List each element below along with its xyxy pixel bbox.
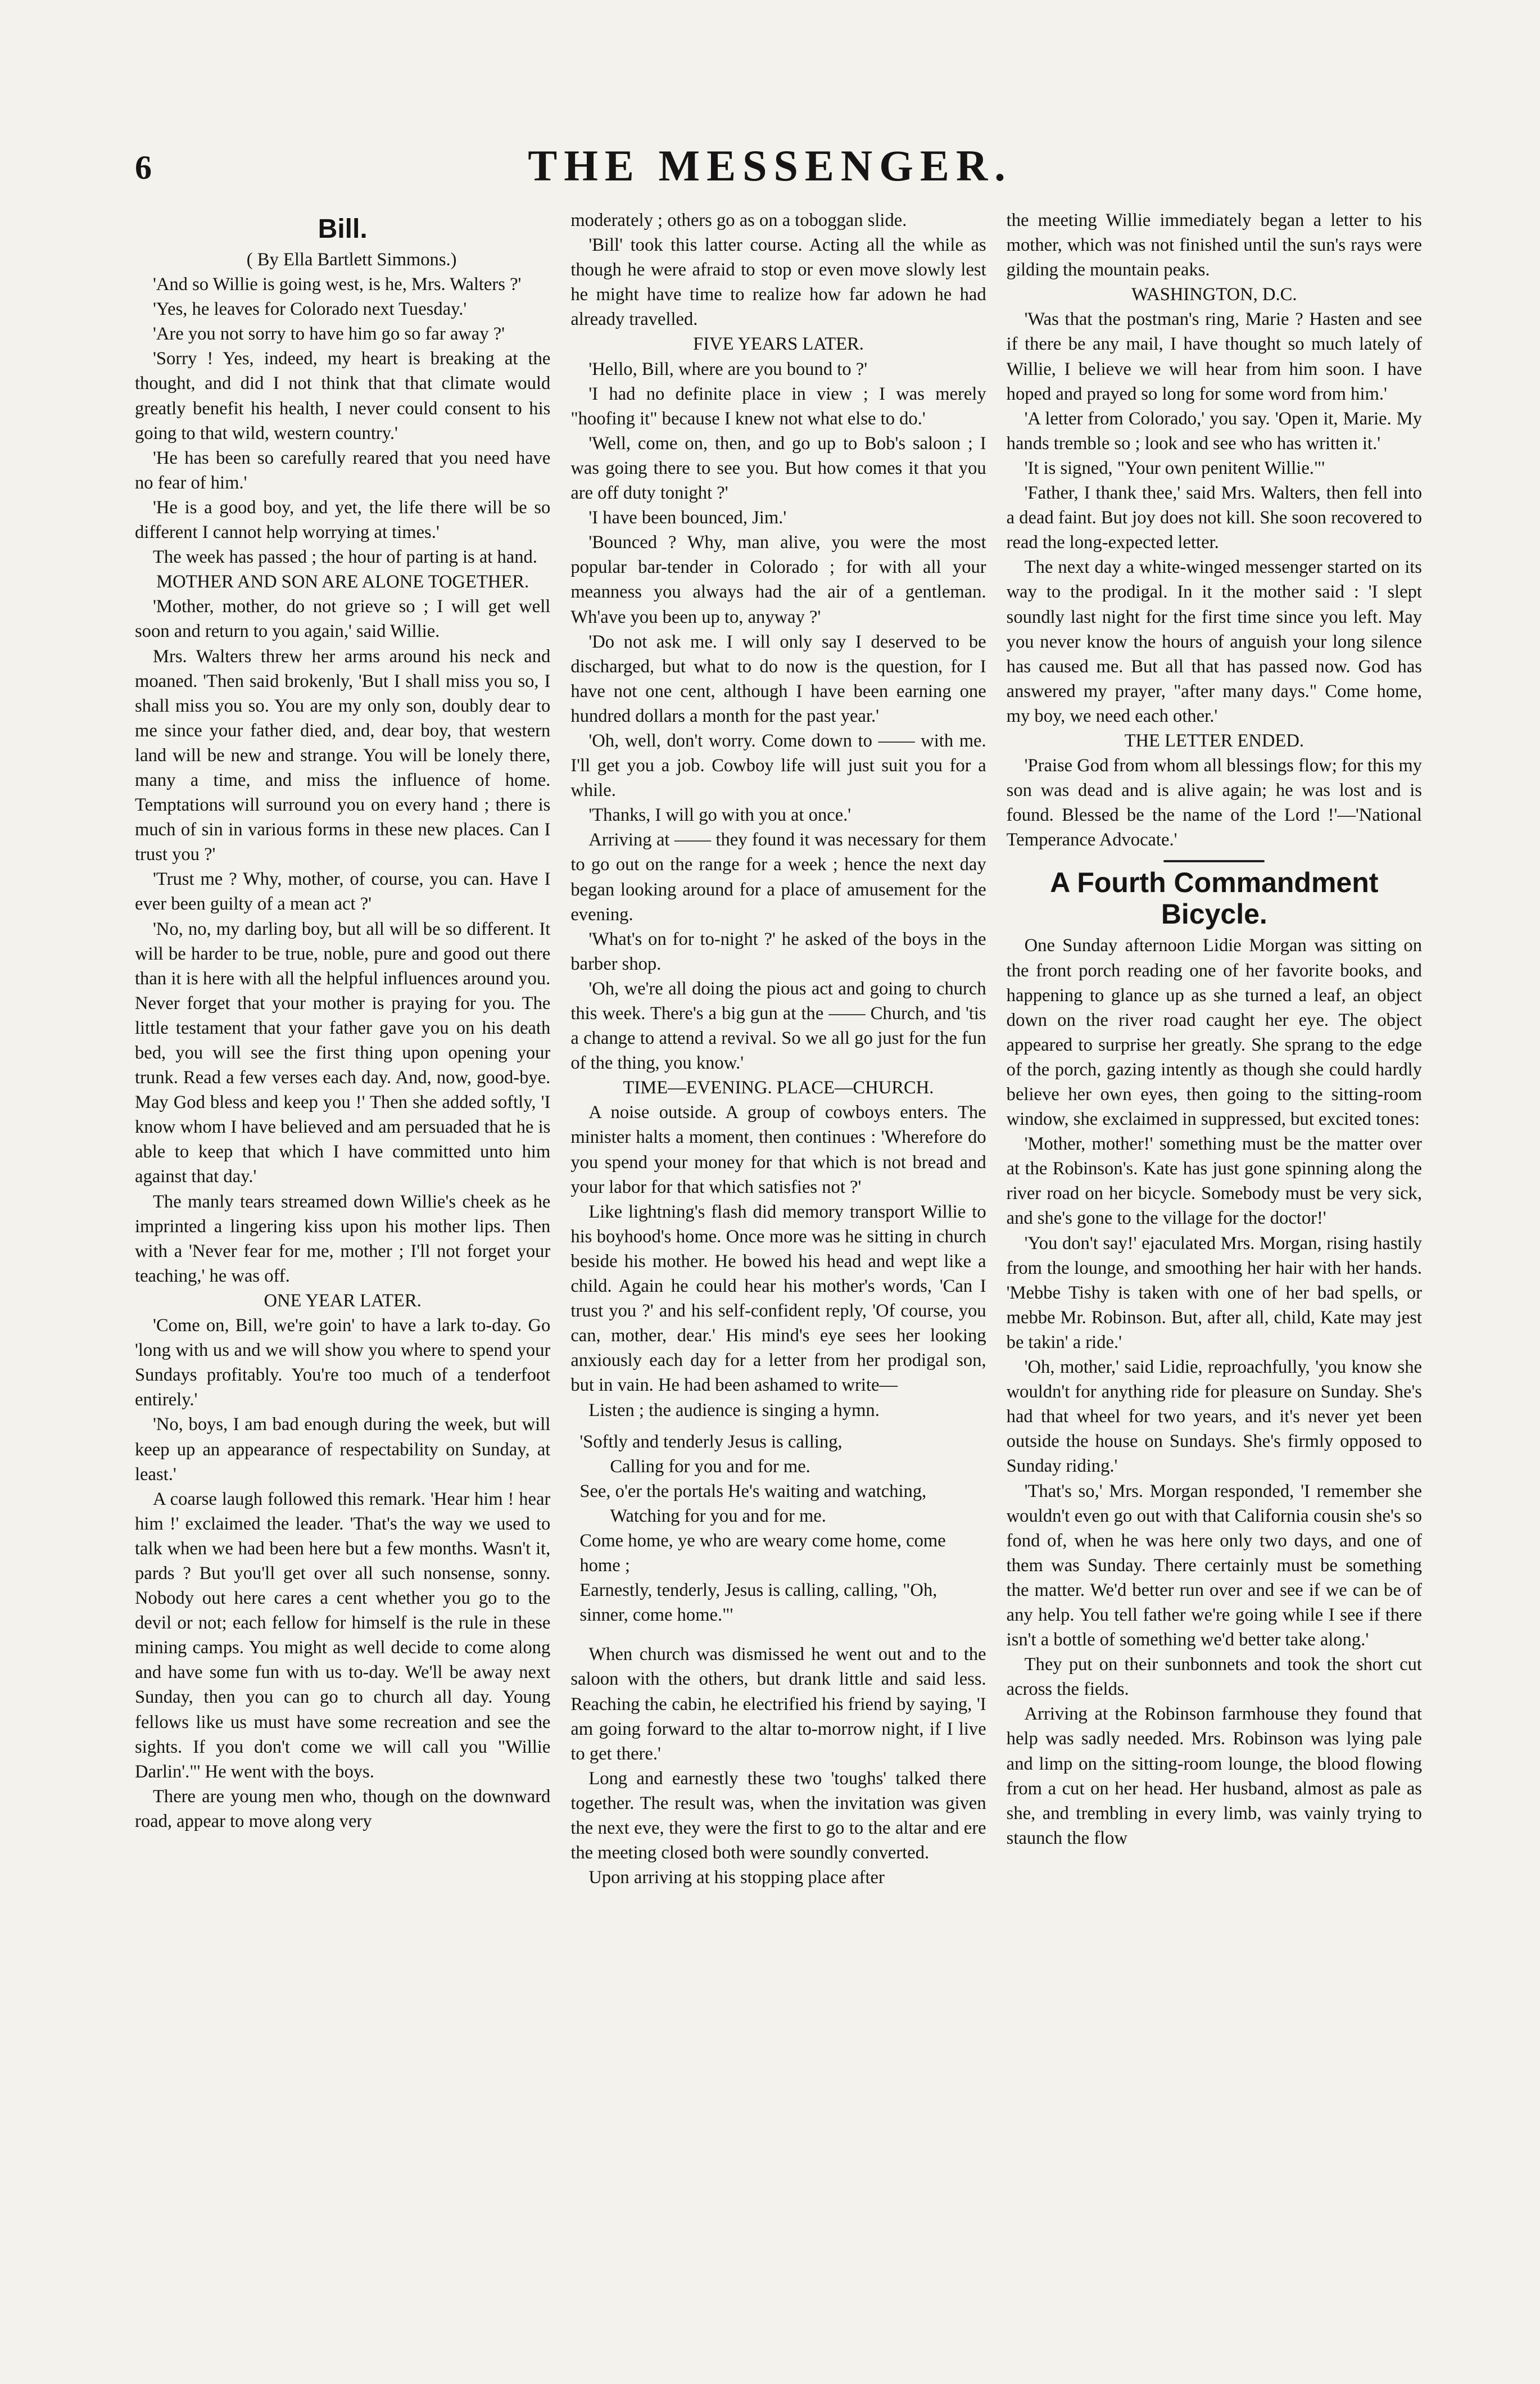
newspaper-title: THE MESSENGER. [528,141,1012,190]
column-2 [570,208,986,2350]
hymn-line: Calling for you and for me. [610,1456,810,1477]
paragraph: 'Do not ask me. I will only say I deserved to be discharged, but what to do now is the question, for I have not one cent, although I have been earning one hundred dollars a month for the past year.' [570,631,986,726]
paragraph: When church was dismissed he went out and to the saloon with the others, but drank little and said less. Reaching the cabin, he electrified his friend by saying, 'I am going forward to the altar to-morrow night, if I live to get there.' [570,1644,986,1764]
article-title-bill: Bill. [318,214,368,244]
paragraph: 'What's on for to-night ?' he asked of the boys in the barber shop. [570,929,986,974]
column-3 [1007,208,1422,2350]
article-columns [135,208,1422,2350]
paragraph: The manly tears streamed down Willie's cheek as he imprinted a lingering kiss upon his mother lips. Then with a 'Never fear for me, mother ; I'll not forget your teaching,' he was off. [135,1191,551,1286]
paragraph: 'Bill' took this latter course. Acting all the while as though he were afraid to stop or even move slowly lest he might have time to realize how far adown he had already travelled. [570,235,986,330]
paragraph: 'Trust me ? Why, mother, of course, you can. Have I ever been guilty of a mean act ?' [135,869,551,915]
paragraph: Listen ; the audience is singing a hymn. [588,1400,880,1421]
paragraph: 'Oh, well, don't worry. Come down to —— with me. I'll get you a job. Cowboy life will just suit you for a while. [570,730,986,801]
divider-rule [1163,860,1265,862]
paragraph: 'No, boys, I am bad enough during the week, but will keep up an appearance of respectability on Sunday, at least.' [135,1414,551,1485]
paragraph: A noise outside. A group of cowboys enters. The minister halts a moment, then continues : 'Wherefore do you spend your money for that which is not bread and your labor for that which satisfies not ?' [570,1102,986,1197]
hymn-line: Come home, ye who are weary come home, come home ; [579,1530,946,1576]
paragraph: They put on their sunbonnets and took the short cut across the fields. [1006,1654,1422,1700]
paragraph: 'Thanks, I will go with you at once.' [588,805,851,826]
section-heading: WASHINGTON, D.C. [1131,284,1297,305]
paragraph: Like lightning's flash did memory transport Willie to his boyhood's home. Once more was he sitting in church beside his mother. He bowed his head and wept like a child. Again he could hear his mother's words, 'Can I trust you ?' and his self-confident reply, 'Of course, you can, mother, dear.' His mind's eye sees her looking anxiously each day for a letter from her prodigal son, but in vain. He had been ashamed to write— [570,1201,986,1396]
paragraph: 'And so Willie is going west, is he, Mrs. Walters ?' [153,274,522,295]
article-title-bicycle: A Fourth Commandment Bicycle. [1050,867,1379,930]
paragraph: 'Was that the postman's ring, Marie ? Hasten and see if there be any mail, I have thought so much lately of Willie, I believe we will hear from him soon. I have hoped and prayed so long for some word from him.' [1006,309,1422,404]
paragraph: 'It is signed, "Your own penitent Willie."' [1024,458,1325,478]
paragraph: 'No, no, my darling boy, but all will be so different. It will be harder to be true, noble, pure and good out there than it is here with all the helpful influences around you. Never forget that your mother is praying for you. The little testament that your father gave you on his death bed, you will see the first thing upon opening your trunk. Read a few verses each day. And, now, good-bye. May God bless and keep you !' Then she added softly, 'I know whom I have believed and am persuaded that he is able to keep that which I have committed unto him against that day.' [135,919,551,1187]
paragraph: 'Oh, mother,' said Lidie, reproachfully, 'you know she wouldn't for anything ride for pleasure on Sunday. She's had that wheel for two years, and it's never yet been outside the house on Sundays. She's firmly opposed to Sunday riding.' [1006,1357,1422,1477]
paragraph: 'Bounced ? Why, man alive, you were the most popular bar-tender in Colorado ; for with all your meanness you always had the air of a gentleman. Wh'ave you been up to, anyway ?' [570,532,986,627]
paragraph: 'That's so,' Mrs. Morgan responded, 'I remember she wouldn't even go out with that California cousin she's so fond of, when he was here only two days, and one of them was Sunday. There certainly must be something the matter. We'd better run over and see if we can be of any help. You tell father we're going while I see if there isn't a bottle of something we'd better take along.' [1006,1481,1422,1650]
column-1 [135,208,550,2350]
paragraph: There are young men who, though on the downward road, appear to move along very [135,1786,551,1831]
paragraph: 'He has been so carefully reared that you need have no fear of him.' [135,447,551,493]
paragraph: 'Father, I thank thee,' said Mrs. Walters, then fell into a dead faint. But joy does not kill. She soon recovered to read the long-expected letter. [1006,483,1422,553]
paragraph: 'Are you not sorry to have him go so far away ?' [153,324,505,345]
paragraph: 'A letter from Colorado,' you say. 'Open it, Marie. My hands tremble so ; look and see who has written it.' [1006,408,1422,454]
paragraph: 'He is a good boy, and yet, the life there will be so different I cannot help worrying at times.' [135,497,551,543]
paragraph: Upon arriving at his stopping place after [588,1867,885,1888]
page-number: 6 [135,149,152,186]
masthead [135,141,1405,202]
paragraph: 'Mother, mother, do not grieve so ; I will get well soon and return to you again,' said Willie. [135,596,551,642]
paragraph: 'I had no definite place in view ; I was merely "hoofing it" because I knew not what else to do.' [570,383,986,429]
hymn-line: See, o'er the portals He's waiting and watching, [579,1481,927,1501]
paragraph: 'Sorry ! Yes, indeed, my heart is breaking at the thought, and did I not think that that climate would greatly benefit his health, I never could consent to his going to that wild, western country.' [135,349,551,444]
hymn-line: 'Softly and tenderly Jesus is calling, [579,1431,843,1452]
hymn-line: Watching for you and for me. [610,1505,826,1526]
paragraph: 'I have been bounced, Jim.' [588,508,787,528]
paragraph: 'Mother, mother!' something must be the matter over at the Robinson's. Kate has just gone spinning along the river road on her bicycle. Somebody must be very sick, and she's gone to the village for the doctor!' [1006,1134,1422,1229]
paragraph: the meeting Willie immediately began a letter to his mother, which was not finished until the sun's rays were gilding the mountain peaks. [1006,210,1422,281]
hymn-line: Earnestly, tenderly, Jesus is calling, calling, "Oh, sinner, come home."' [579,1580,937,1626]
hymn-verse [570,1430,986,1628]
paragraph: 'Hello, Bill, where are you bound to ?' [588,359,868,379]
paragraph: 'You don't say!' ejaculated Mrs. Morgan, rising hastily from the lounge, and smoothing her hair with her hands. 'Mebbe Tishy is taken with one of her bad spells, or mebbe Mr. Robinson. But, after all, child, Kate may jest be takin' a ride.' [1006,1233,1422,1352]
section-heading: FIVE YEARS LATER. [693,334,864,355]
paragraph: 'Yes, he leaves for Colorado next Tuesday.' [153,299,467,320]
paragraph: 'Oh, we're all doing the pious act and going to church this week. There's a big gun at the —— Church, and 'tis a change to attend a revival. So we all go just for the fun of the thing, you know.' [570,978,986,1074]
section-heading: TIME—EVENING. PLACE—CHURCH. [623,1078,934,1098]
paragraph: A coarse laugh followed this remark. 'Hear him ! hear him !' exclaimed the leader. 'That's the way we used to talk when we had been here but a few months. Wasn't it, pards ? But you'll get over all such nonsense, sonny. Nobody out here cares a cent whether you go to the devil or not; each fellow for himself is the rule in these mining camps. You might as well decide to come along and have some fun with us to-day. We'll be away next Sunday, then you can go to church all day. Young fellows like us must have some recreation and see the sights. If you don't come we will call you "Willie Darlin'."' He went with the boys. [135,1489,551,1782]
paragraph: Long and earnestly these two 'toughs' talked there together. The result was, when the invitation was given the next eve, they were the first to go to the altar and ere the meeting closed both were soundly converted. [570,1768,986,1863]
paragraph: The week has passed ; the hour of parting is at hand. [153,547,537,568]
section-heading: MOTHER AND SON ARE ALONE TOGETHER. [156,572,529,592]
byline: ( By Ella Bartlett Simmons.) [246,250,457,270]
paragraph: 'Well, come on, then, and go up to Bob's saloon ; I was going there to see you. But how comes it that you are off duty tonight ?' [570,433,986,504]
section-heading: ONE YEAR LATER. [264,1290,422,1311]
paragraph: 'Come on, Bill, we're goin' to have a lark to-day. Go 'long with us and we will show you where to spend your Sundays profitably. You're too much of a tenderfoot entirely.' [135,1315,551,1410]
paragraph: moderately ; others go as on a toboggan slide. [570,210,907,230]
paragraph: One Sunday afternoon Lidie Morgan was sitting on the front porch reading one of her favorite books, and happening to glance up as she turned a leaf, an object down on the river road caught her eye. The object appeared to surprise her greatly. She sprang to the edge of the porch, gazing intently as though she could hardly believe her own eyes, then going to the sitting-room window, she exclaimed in suppressed, but excited tones: [1006,935,1422,1130]
paragraph: Mrs. Walters threw her arms around his neck and moaned. 'Then said brokenly, 'But I shall miss you so, I shall miss you so. You are my only son, doubly dear to me since your father died, and, dear boy, that western land will be new and strange. You will be lonely there, many a time, and miss the influence of home. Temptations will surround you on every hand ; there is much of sin in various forms in these new places. Can I trust you ?' [135,646,551,865]
section-heading: THE LETTER ENDED. [1124,730,1304,751]
paragraph: Arriving at —— they found it was necessary for them to go out on the range for a week ; hence the next day began looking around for a place of amusement for the evening. [570,830,986,925]
paragraph: Arriving at the Robinson farmhouse they found that help was sadly needed. Mrs. Robinson was lying pale and limp on the sitting-room lounge, the blood flowing from a cut on her head. Her husband, almost as pale as she, and trembling in every limb, was vainly trying to staunch the flow [1006,1704,1422,1848]
paragraph: The next day a white-winged messenger started on its way to the prodigal. In it the mother said : 'I slept soundly last night for the first time since you left. May you never know the hours of anguish your long silence has caused me. But all that has passed now. God has answered my prayer, "after many days." Come home, my boy, we need each other.' [1006,557,1422,726]
paragraph: 'Praise God from whom all blessings flow; for this my son was dead and is alive again; he was lost and is found. Blessed be the name of the Lord !'—'National Temperance Advocate.' [1006,756,1422,851]
